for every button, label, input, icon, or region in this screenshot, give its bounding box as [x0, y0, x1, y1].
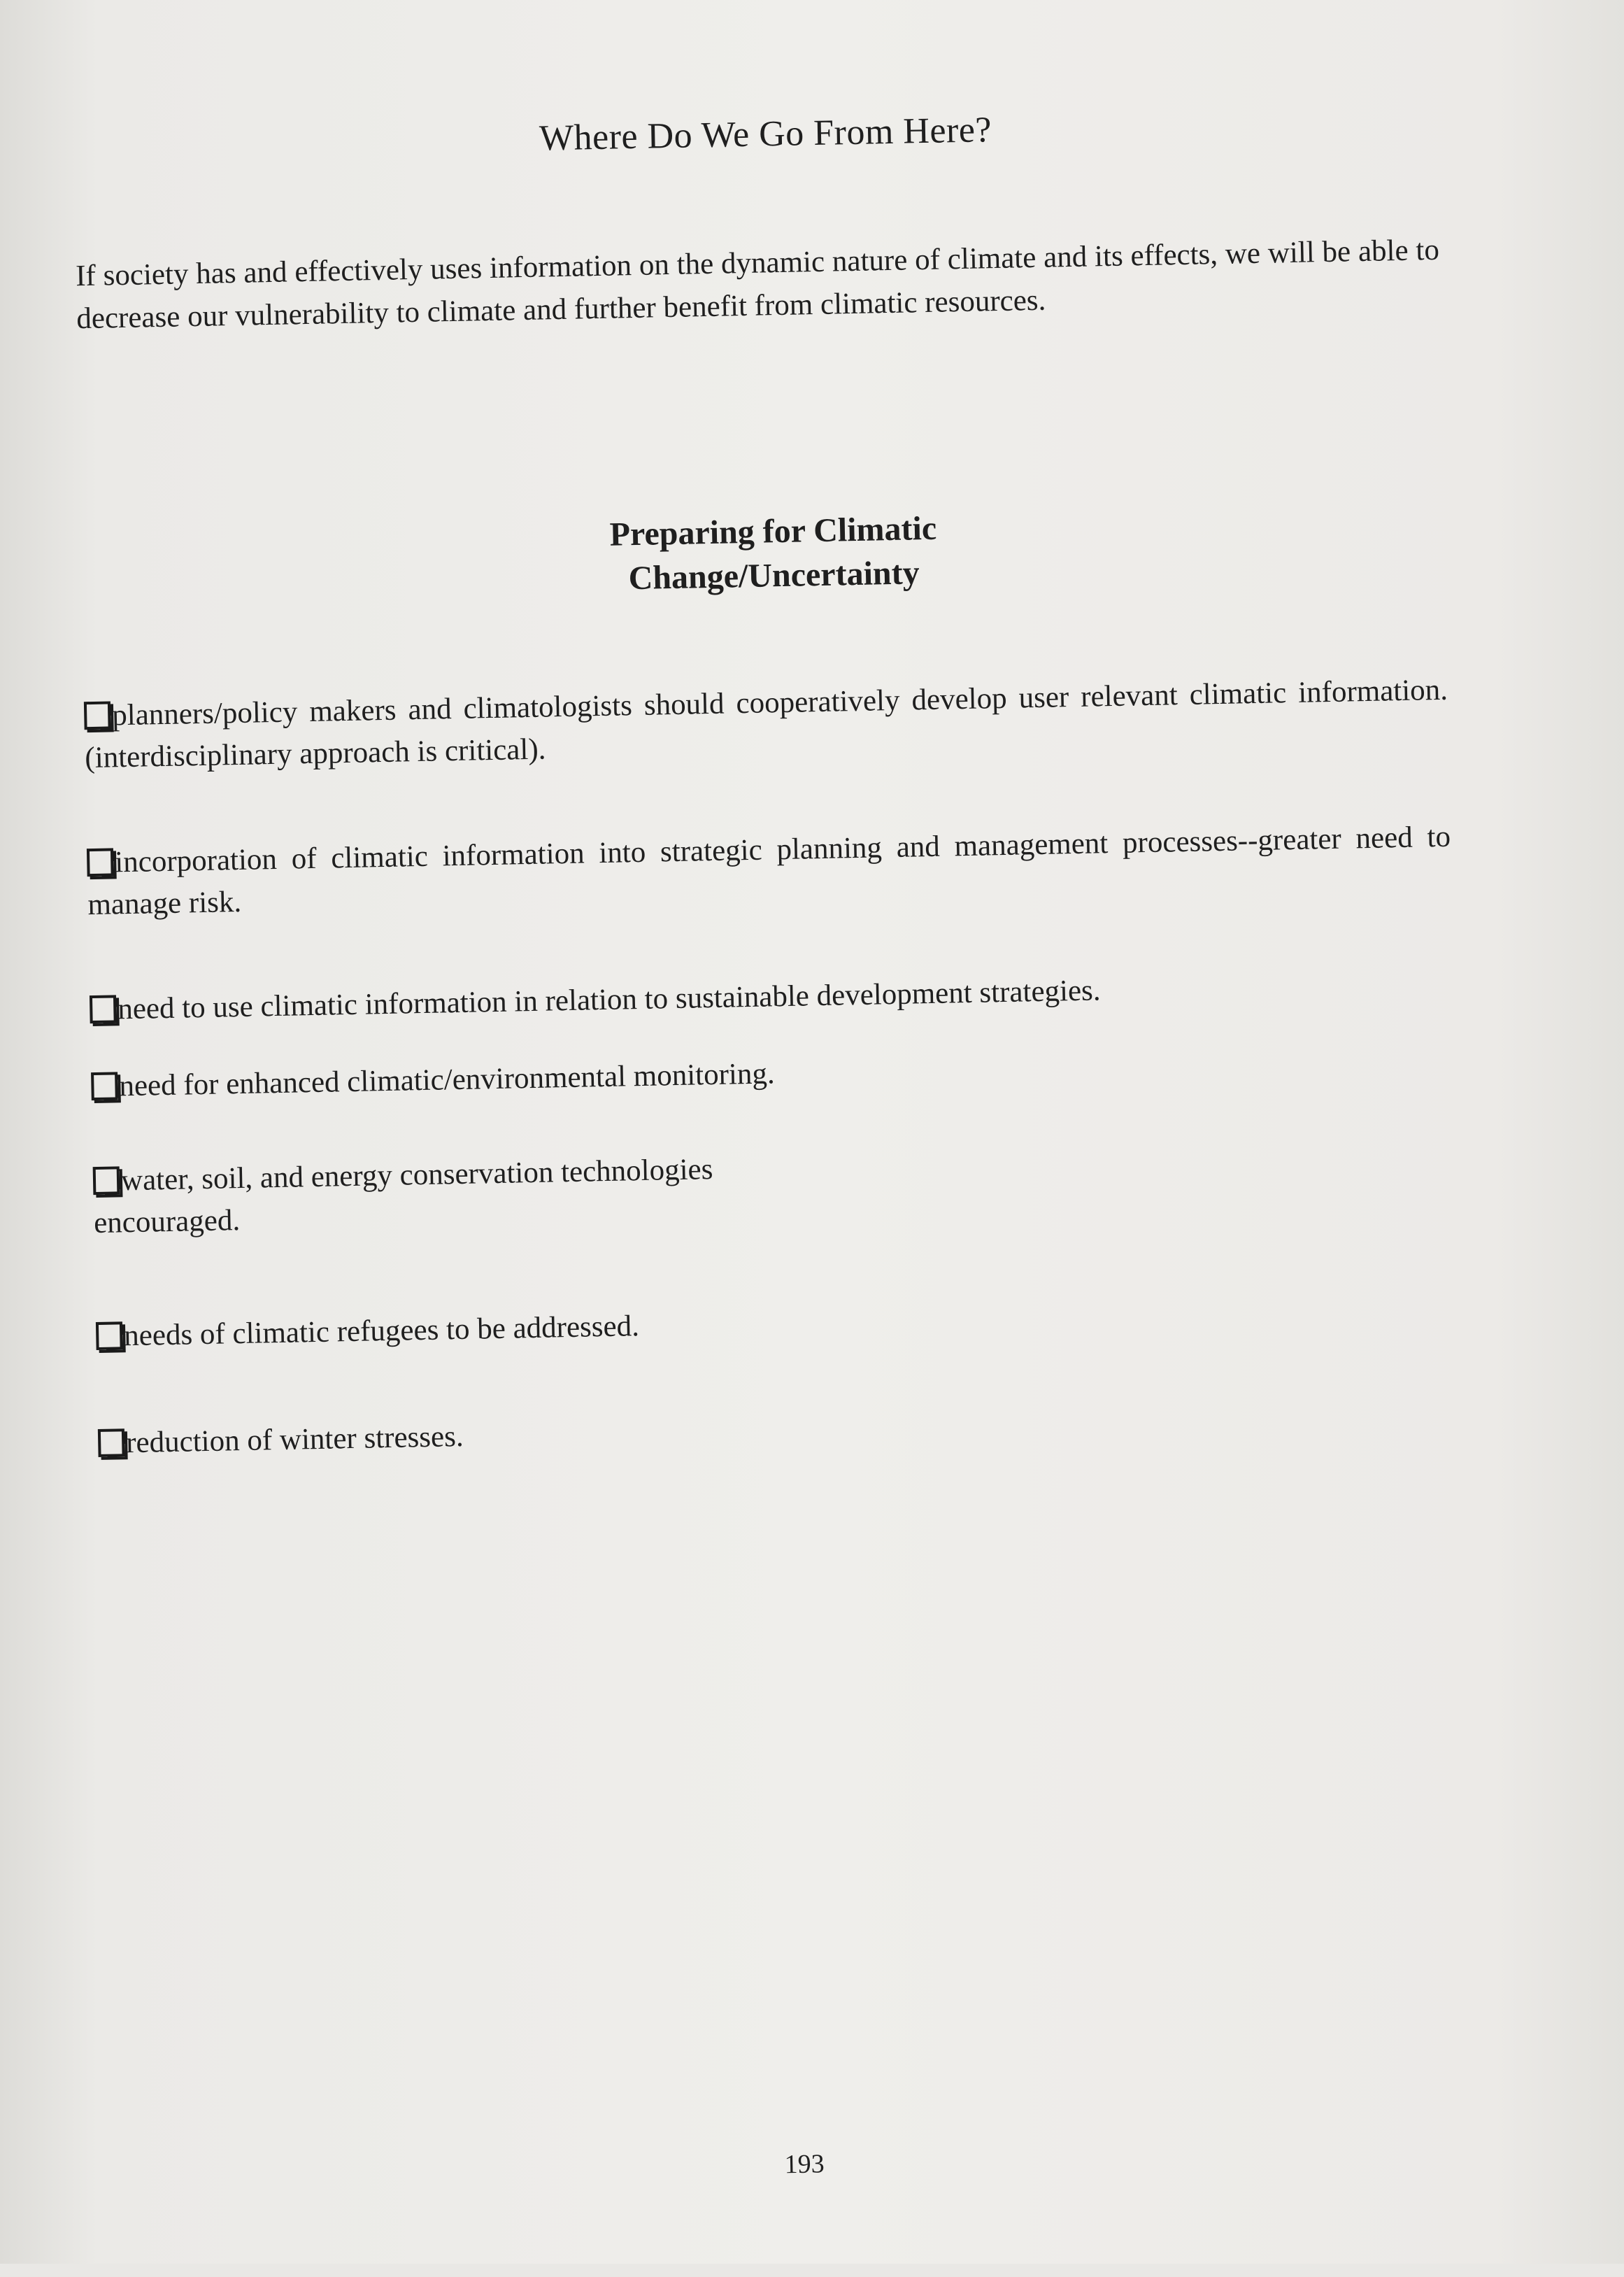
checkbox-icon	[98, 1428, 125, 1457]
section-heading	[80, 496, 1467, 611]
checklist-item	[84, 669, 1449, 779]
checkbox-icon	[90, 995, 117, 1023]
checklist-item-text: planners/policy makers and climatologists should cooperatively develop user relevant climatic information. (interdisciplinary approach is critical).	[84, 673, 1448, 775]
page-number: 193	[784, 2149, 825, 2180]
section-heading-line-1: Preparing for Climatic	[609, 509, 937, 553]
page-title: Where Do We Go From Here?	[539, 110, 992, 159]
checklist-item-text: water, soil, and energy conservation technologies encouraged.	[93, 1153, 713, 1240]
checkbox-icon	[84, 701, 111, 730]
checkbox-icon	[91, 1072, 118, 1100]
checkbox-icon	[93, 1166, 120, 1195]
checklist-item	[92, 1149, 723, 1244]
checklist-item-text: incorporation of climatic information into strategic planning and management processes--greater need to manage risk.	[87, 820, 1451, 922]
checklist-item	[90, 963, 1454, 1031]
section-heading-line-2: Change/Uncertainty	[628, 554, 920, 597]
checklist-item-text: need for enhanced climatic/environmental monitoring.	[118, 1057, 776, 1103]
checkbox-icon	[87, 848, 114, 877]
checklist-item	[87, 816, 1452, 926]
checkbox-icon	[96, 1321, 123, 1350]
checklist-item	[98, 1397, 1462, 1465]
checklist-item-text: reduction of winter stresses.	[125, 1419, 464, 1460]
checklist-item	[96, 1290, 1460, 1358]
checklist-item	[91, 1040, 1455, 1108]
page-content	[71, 0, 1499, 2277]
intro-paragraph: If society has and effectively uses information on the dynamic nature of climate and its effects, we will be able to decrease our vulnerability to climate and further benefit from climatic resources.	[75, 233, 1440, 336]
checklist-item-text: need to use climatic information in relation to sustainable development strategies.	[117, 974, 1101, 1026]
checklist-item-text: needs of climatic refugees to be addressed.	[123, 1310, 640, 1353]
